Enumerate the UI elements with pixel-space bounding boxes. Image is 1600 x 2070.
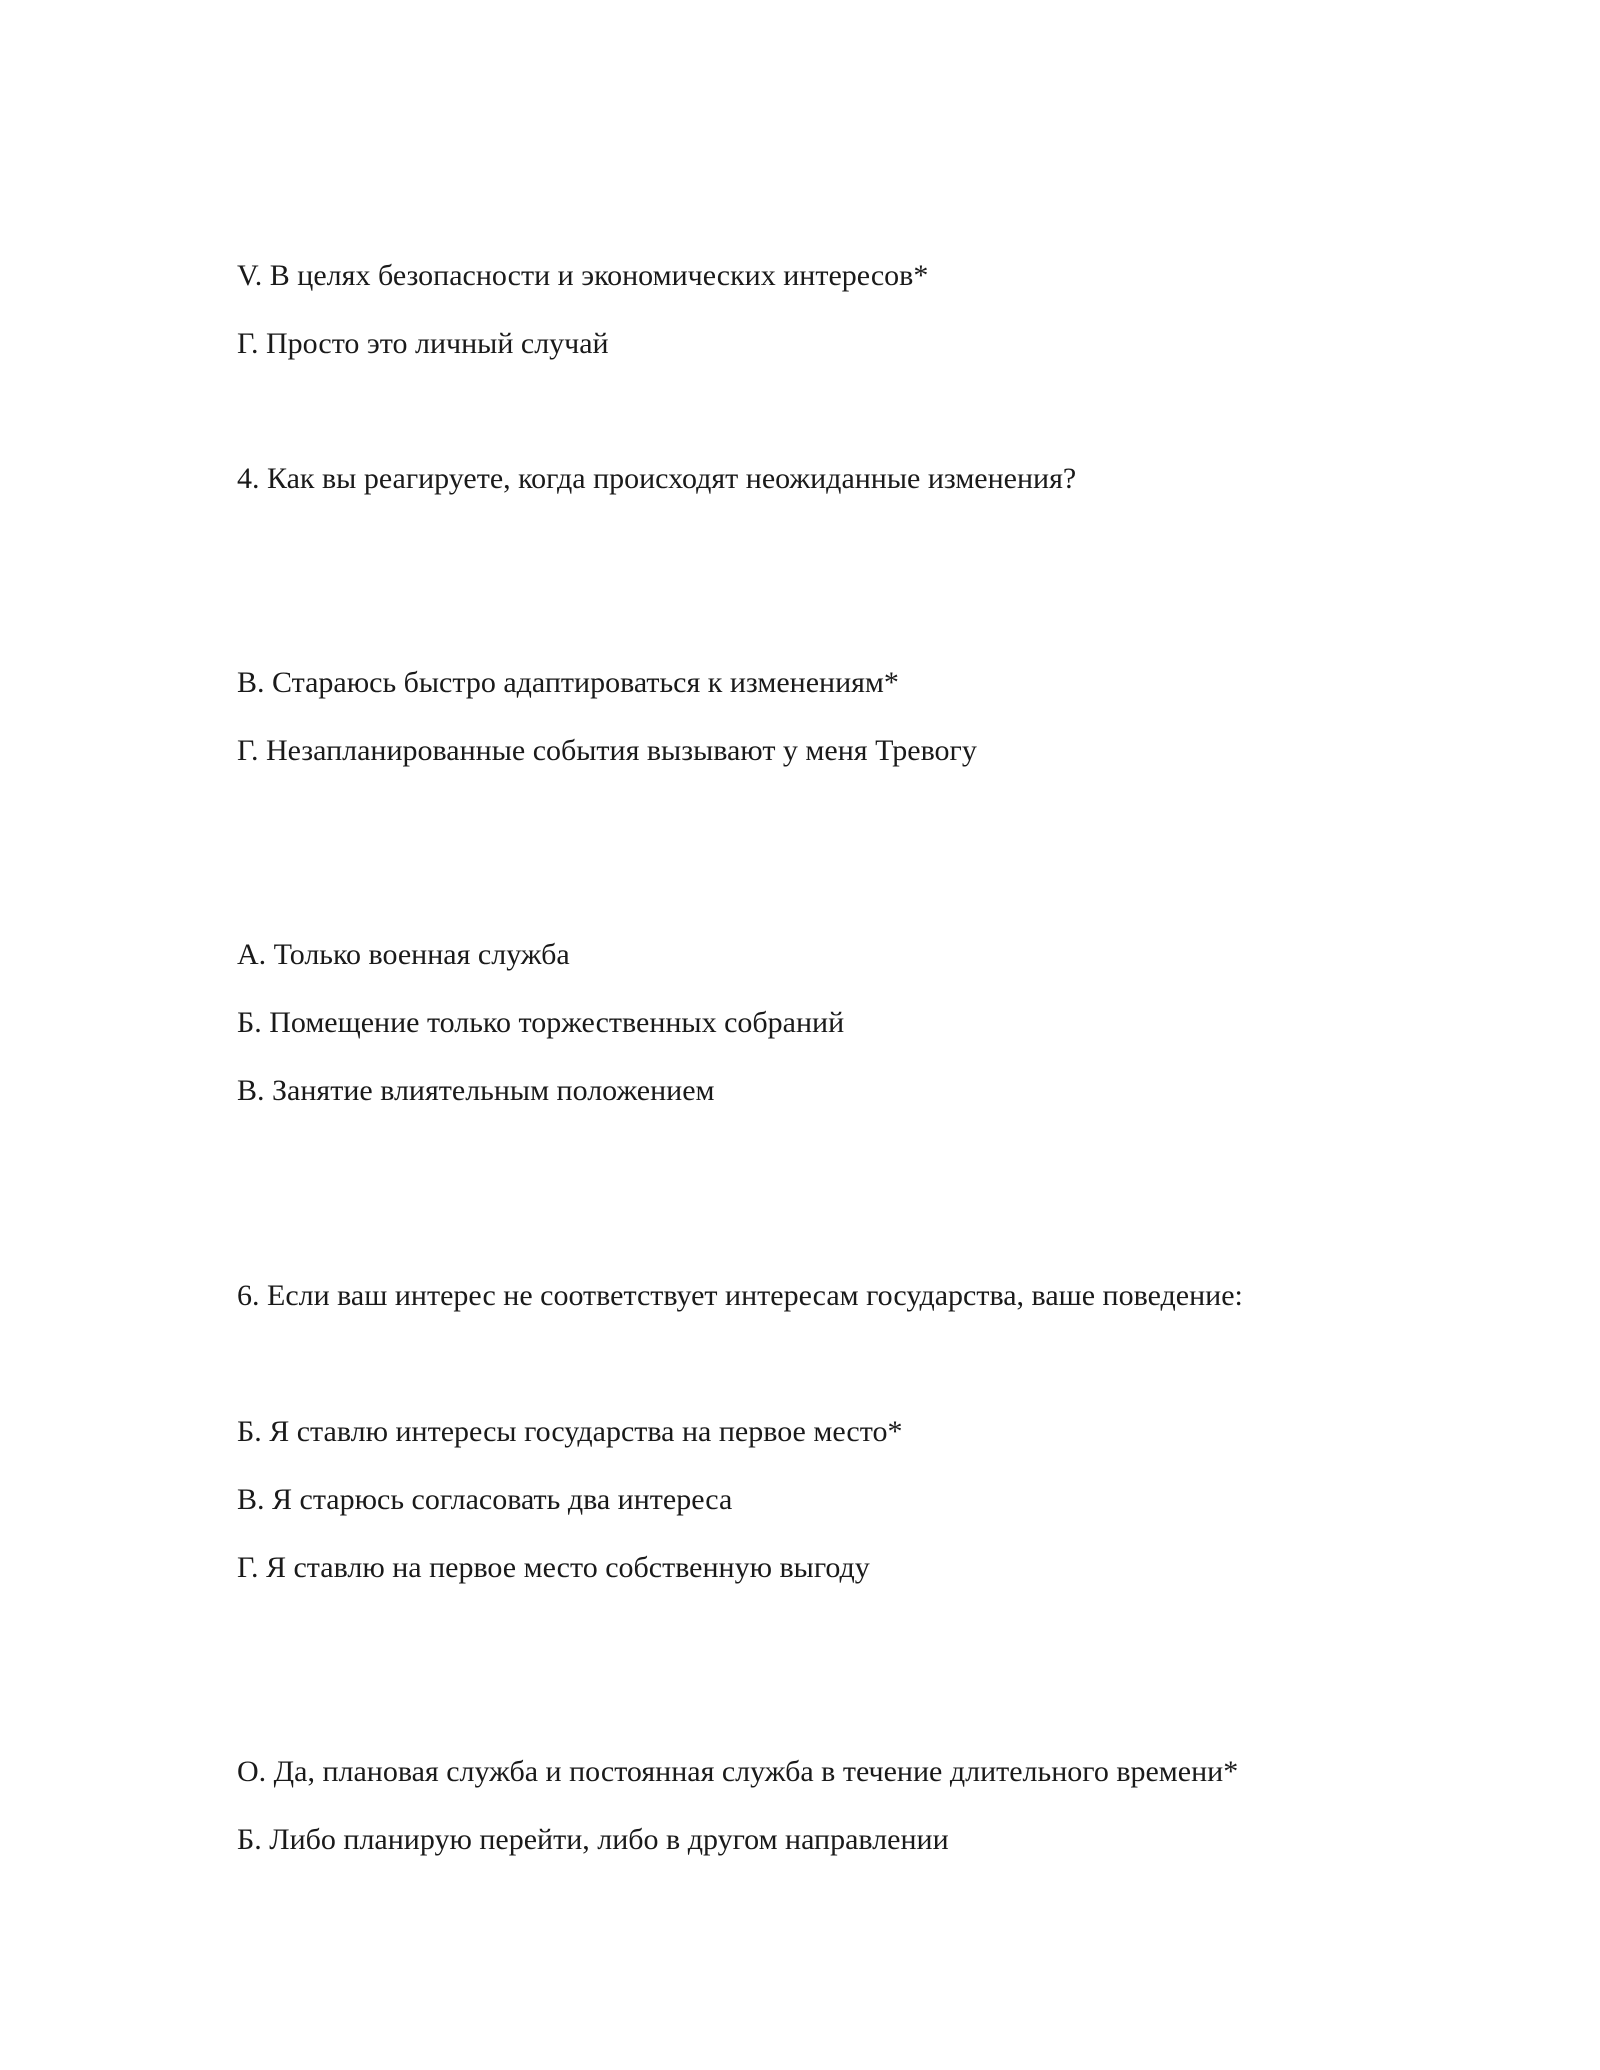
question-text: 4. Как вы реагируете, когда происходят неожиданные изменения? [237, 462, 1077, 495]
answer-option: Г. Я ставлю на первое место собственную выгоду [237, 1551, 870, 1584]
question-text: 6. Если ваш интерес не соответствует интересам государства, ваше поведение: [237, 1279, 1243, 1312]
answer-option: V. В целях безопасности и экономических интересов* [237, 259, 929, 292]
answer-option: В. Занятие влиятельным положением [237, 1074, 715, 1107]
answer-option: Г. Незапланированные события вызывают у меня Тревогу [237, 734, 977, 767]
answer-option: В. Я старюсь согласовать два интереса [237, 1483, 733, 1516]
answer-option: В. Стараюсь быстро адаптироваться к изменениям* [237, 666, 899, 699]
answer-option: Б. Я ставлю интересы государства на первое место* [237, 1415, 903, 1448]
answer-option: Б. Помещение только торжественных собраний [237, 1006, 845, 1039]
answer-option: О. Да, плановая служба и постоянная служба в течение длительного времени* [237, 1755, 1239, 1788]
answer-option: Б. Либо планирую перейти, либо в другом направлении [237, 1823, 949, 1856]
answer-option: Г. Просто это личный случай [237, 327, 609, 360]
answer-option: А. Только военная служба [237, 938, 570, 971]
